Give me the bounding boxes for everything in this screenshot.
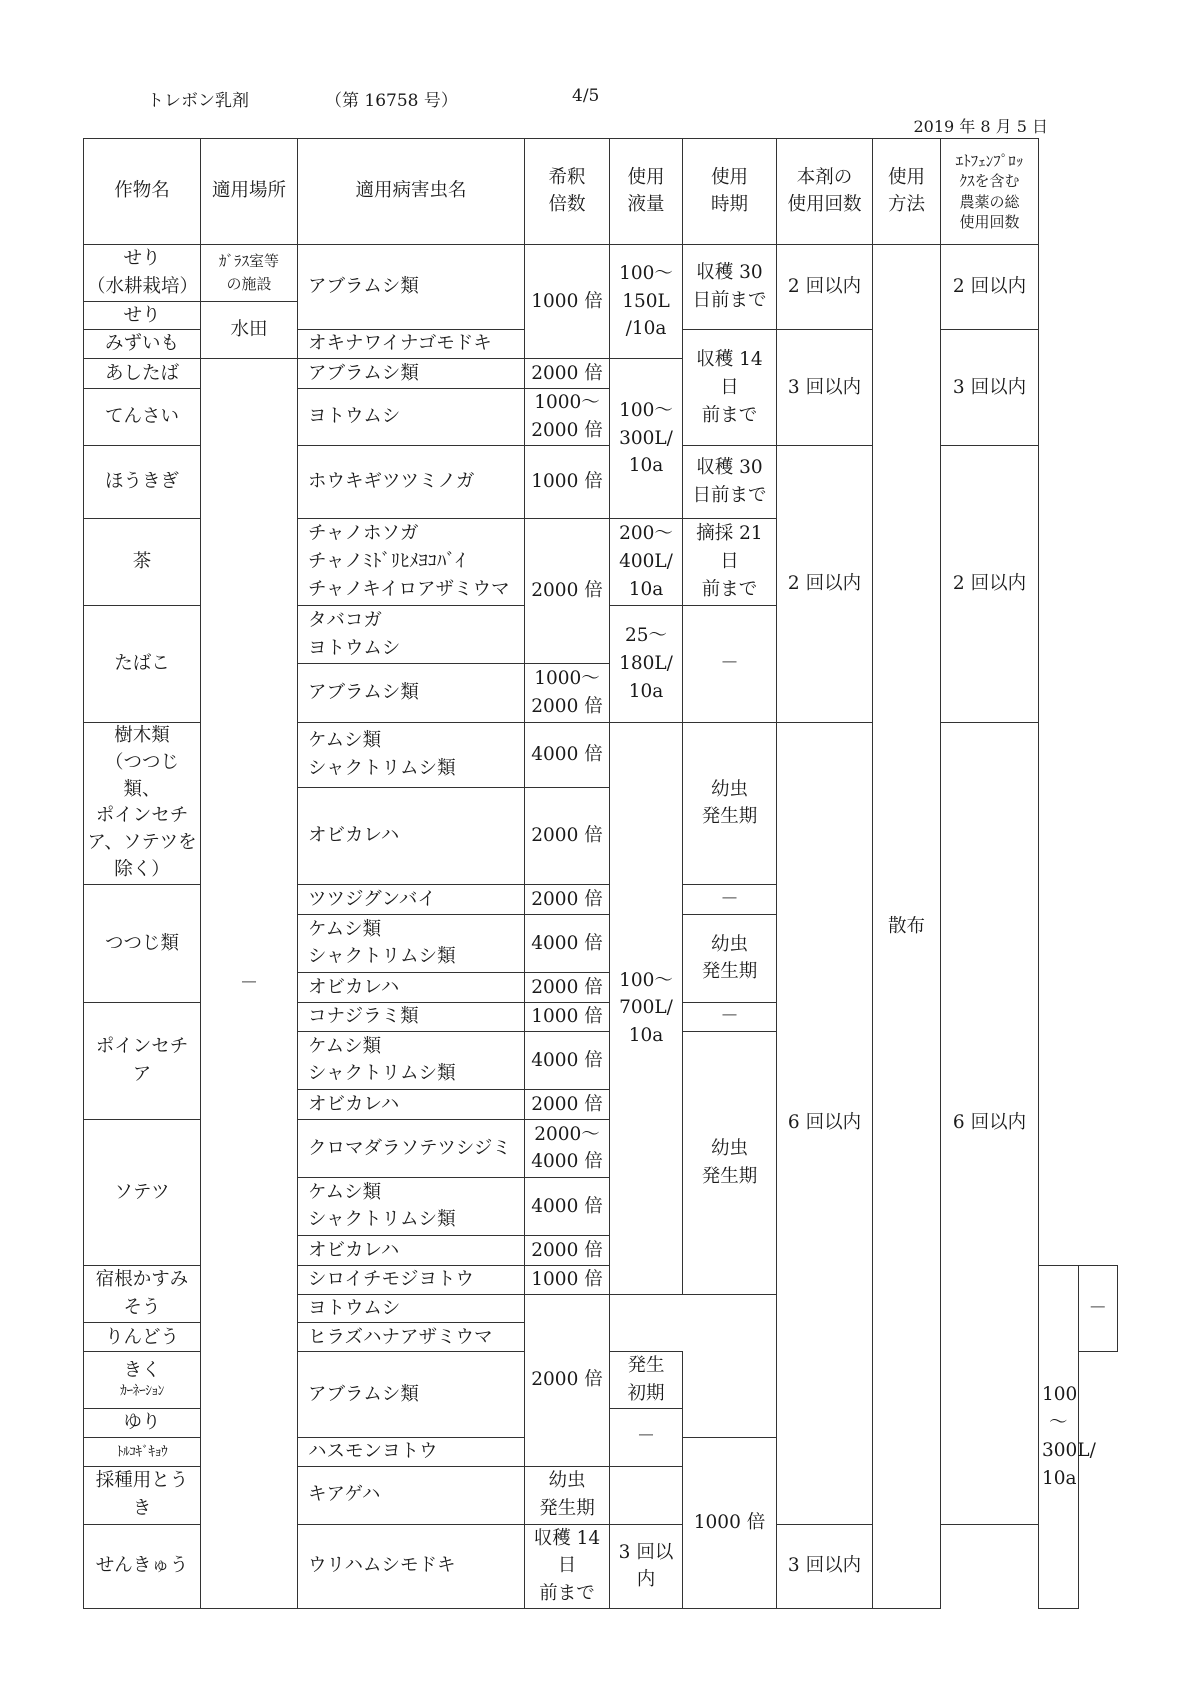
dilution-cell: 1000～ 2000 倍 — [525, 664, 610, 723]
timing-cell: － — [1078, 1265, 1118, 1352]
header-row — [84, 139, 1118, 245]
dilution-cell: 2000 倍 — [525, 359, 610, 389]
crop-cell: 樹木類 （つつじ類、 ポインセチ ア、ソテツを 除く） — [84, 723, 201, 885]
crop-cell: せんきゅう — [84, 1524, 201, 1608]
total-count-cell: 2 回以内 — [941, 245, 1039, 330]
application-table — [83, 138, 1118, 1609]
pest-cell: アブラムシ類 — [298, 1352, 525, 1438]
count-cell: 3 回以内 — [777, 330, 873, 446]
col-timing: 使用 時期 — [683, 139, 777, 245]
pest-cell: オビカレハ — [298, 787, 525, 884]
col-place: 適用場所 — [201, 139, 298, 245]
crop-cell: 宿根かすみ そう — [84, 1265, 201, 1323]
pest-cell: アブラムシ類 — [298, 664, 525, 723]
pest-cell: オビカレハ — [298, 1089, 525, 1119]
dilution-cell: 2000 倍 — [525, 1294, 610, 1466]
total-count-cell: 3 回以内 — [941, 330, 1039, 446]
dilution-cell: 4000 倍 — [525, 1031, 610, 1089]
pest-cell: ヨトウムシ — [298, 389, 525, 446]
pest-cell: ケムシ類 シャクトリムシ類 — [298, 723, 525, 788]
crop-cell: たばこ — [84, 606, 201, 723]
total-count-cell: 6 回以内 — [941, 723, 1039, 1525]
crop-cell: ほうきぎ — [84, 446, 201, 519]
count-cell: 3 回以内 — [610, 1524, 683, 1608]
timing-cell: 収穫 30 日前まで — [683, 245, 777, 330]
pest-cell: ホウキギツツミノガ — [298, 446, 525, 519]
col-total-count: ｴﾄﾌｪﾝﾌﾟﾛｯ ｸｽを含む 農薬の総 使用回数 — [941, 139, 1039, 245]
crop-cell: てんさい — [84, 389, 201, 446]
pest-cell: クロマダラソテツシジミ — [298, 1119, 525, 1177]
crop-cell: ソテツ — [84, 1119, 201, 1265]
dilution-cell: 4000 倍 — [525, 914, 610, 972]
timing-cell: 収穫 30 日前まで — [683, 446, 777, 519]
crop-cell: つつじ類 — [84, 884, 201, 1002]
crop-kiku: きく — [123, 1360, 161, 1382]
total-count-cell: 3 回以内 — [777, 1524, 873, 1608]
dilution-cell: 2000 倍 — [525, 1089, 610, 1119]
col-dilution: 希釈 倍数 — [525, 139, 610, 245]
volume-cell: 100～ 700L/ 10a — [610, 723, 683, 1295]
pest-cell: シロイチモジヨトウ — [298, 1265, 525, 1294]
crop-cell — [84, 1352, 201, 1409]
place-cell: － — [201, 359, 298, 1609]
dilution-cell: 2000 倍 — [525, 884, 610, 914]
document-date: 2019 年 8 月 5 日 — [913, 117, 1048, 136]
timing-cell: 摘採 21 日 前まで — [683, 519, 777, 606]
col-pest: 適用病害虫名 — [298, 139, 525, 245]
count-cell: 6 回以内 — [777, 723, 873, 1525]
crop-cell: りんどう — [84, 1323, 201, 1352]
volume-cell: 100～ 300L/ 10a — [1039, 1265, 1079, 1608]
col-method: 使用 方法 — [873, 139, 941, 245]
timing-cell: － — [683, 1002, 777, 1031]
crop-cell: 茶 — [84, 519, 201, 606]
dilution-cell: 1000 倍 — [525, 1265, 610, 1294]
pest-cell: コナジラミ類 — [298, 1002, 525, 1031]
pest-cell: オキナワイナゴモドキ — [298, 330, 525, 359]
timing-cell: － — [683, 884, 777, 914]
pest-cell: タバコガ ヨトウムシ — [298, 606, 525, 664]
pest-cell: ツツジグンバイ — [298, 884, 525, 914]
dilution-cell: 1000 倍 — [525, 446, 610, 519]
volume-cell: 200～ 400L/ 10a — [610, 519, 683, 606]
crop-cell: 採種用とうき — [84, 1466, 201, 1524]
pest-cell: キアゲハ — [298, 1466, 525, 1524]
timing-cell: 幼虫 発生期 — [683, 914, 777, 1002]
table-row — [84, 245, 1118, 302]
pest-cell: ハスモンヨトウ — [298, 1437, 525, 1466]
dilution-cell: 4000 倍 — [525, 723, 610, 788]
method-cell: 散布 — [873, 245, 941, 1609]
pest-cell: ヒラズハナアザミウマ — [298, 1323, 525, 1352]
volume-cell: 100～ 150L /10a — [610, 245, 683, 359]
timing-cell: 幼虫 発生期 — [525, 1466, 610, 1524]
timing-cell: － — [610, 1408, 683, 1466]
timing-cell: 幼虫 発生期 — [683, 723, 777, 885]
dilution-cell: 2000 倍 — [525, 787, 610, 884]
crop-cell: あしたば — [84, 359, 201, 389]
timing-cell: 発生 初期 — [610, 1352, 683, 1409]
timing-cell: － — [683, 606, 777, 723]
volume-cell: 100～ 300L/ 10a — [610, 359, 683, 519]
crop-cell: ゆり — [84, 1408, 201, 1437]
dilution-cell: 2000 倍 — [525, 972, 610, 1002]
pest-cell: ケムシ類 シャクトリムシ類 — [298, 914, 525, 972]
total-count-cell: 2 回以内 — [941, 446, 1039, 723]
pest-cell: ウリハムシモドキ — [298, 1524, 525, 1608]
place-cell: ｶﾞﾗｽ室等 の施設 — [201, 245, 298, 302]
crop-cell: みずいも — [84, 330, 201, 359]
count-cell: 2 回以内 — [777, 446, 873, 723]
page-number: 4/5 — [572, 86, 600, 106]
dilution-cell: 1000 倍 — [525, 1002, 610, 1031]
timing-cell: 収穫 14 日 前まで — [683, 330, 777, 446]
product-name: トレボン乳剤 — [147, 91, 249, 111]
pest-cell: アブラムシ類 — [298, 245, 525, 330]
timing-cell: 幼虫 発生期 — [683, 1031, 777, 1294]
pest-cell: オビカレハ — [298, 972, 525, 1002]
crop-carnation: ｶｰﾈｰｼｮﾝ — [120, 1383, 164, 1400]
timing-cell: 収穫 14 日 前まで — [525, 1524, 610, 1608]
col-crop: 作物名 — [84, 139, 201, 245]
pest-cell: ケムシ類 シャクトリムシ類 — [298, 1177, 525, 1235]
dilution-cell: 1000 倍 — [683, 1437, 777, 1608]
crop-cell: せり （水耕栽培） — [84, 245, 201, 302]
count-cell: 2 回以内 — [777, 245, 873, 330]
col-count: 本剤の 使用回数 — [777, 139, 873, 245]
col-volume: 使用 液量 — [610, 139, 683, 245]
registration-number: （第 16758 号） — [325, 91, 458, 111]
dilution-cell: 2000 倍 — [525, 519, 610, 664]
pest-cell: アブラムシ類 — [298, 359, 525, 389]
crop-cell: せり — [84, 301, 201, 330]
dilution-cell: 2000 倍 — [525, 1235, 610, 1265]
pest-cell: ヨトウムシ — [298, 1294, 525, 1323]
crop-cell: ポインセチア — [84, 1002, 201, 1119]
crop-cell: ﾄﾙｺｷﾞｷｮｳ — [84, 1437, 201, 1466]
dilution-cell: 1000～ 2000 倍 — [525, 389, 610, 446]
place-cell: 水田 — [201, 301, 298, 359]
pest-cell: オビカレハ — [298, 1235, 525, 1265]
dilution-cell: 4000 倍 — [525, 1177, 610, 1235]
dilution-cell: 2000～ 4000 倍 — [525, 1119, 610, 1177]
pest-cell: チャノホソガ チャノﾐﾄﾞﾘﾋﾒﾖｺﾊﾞｲ チャノキイロアザミウマ — [298, 519, 525, 606]
pest-cell: ケムシ類 シャクトリムシ類 — [298, 1031, 525, 1089]
volume-cell: 25～ 180L/ 10a — [610, 606, 683, 723]
dilution-cell: 1000 倍 — [525, 245, 610, 359]
